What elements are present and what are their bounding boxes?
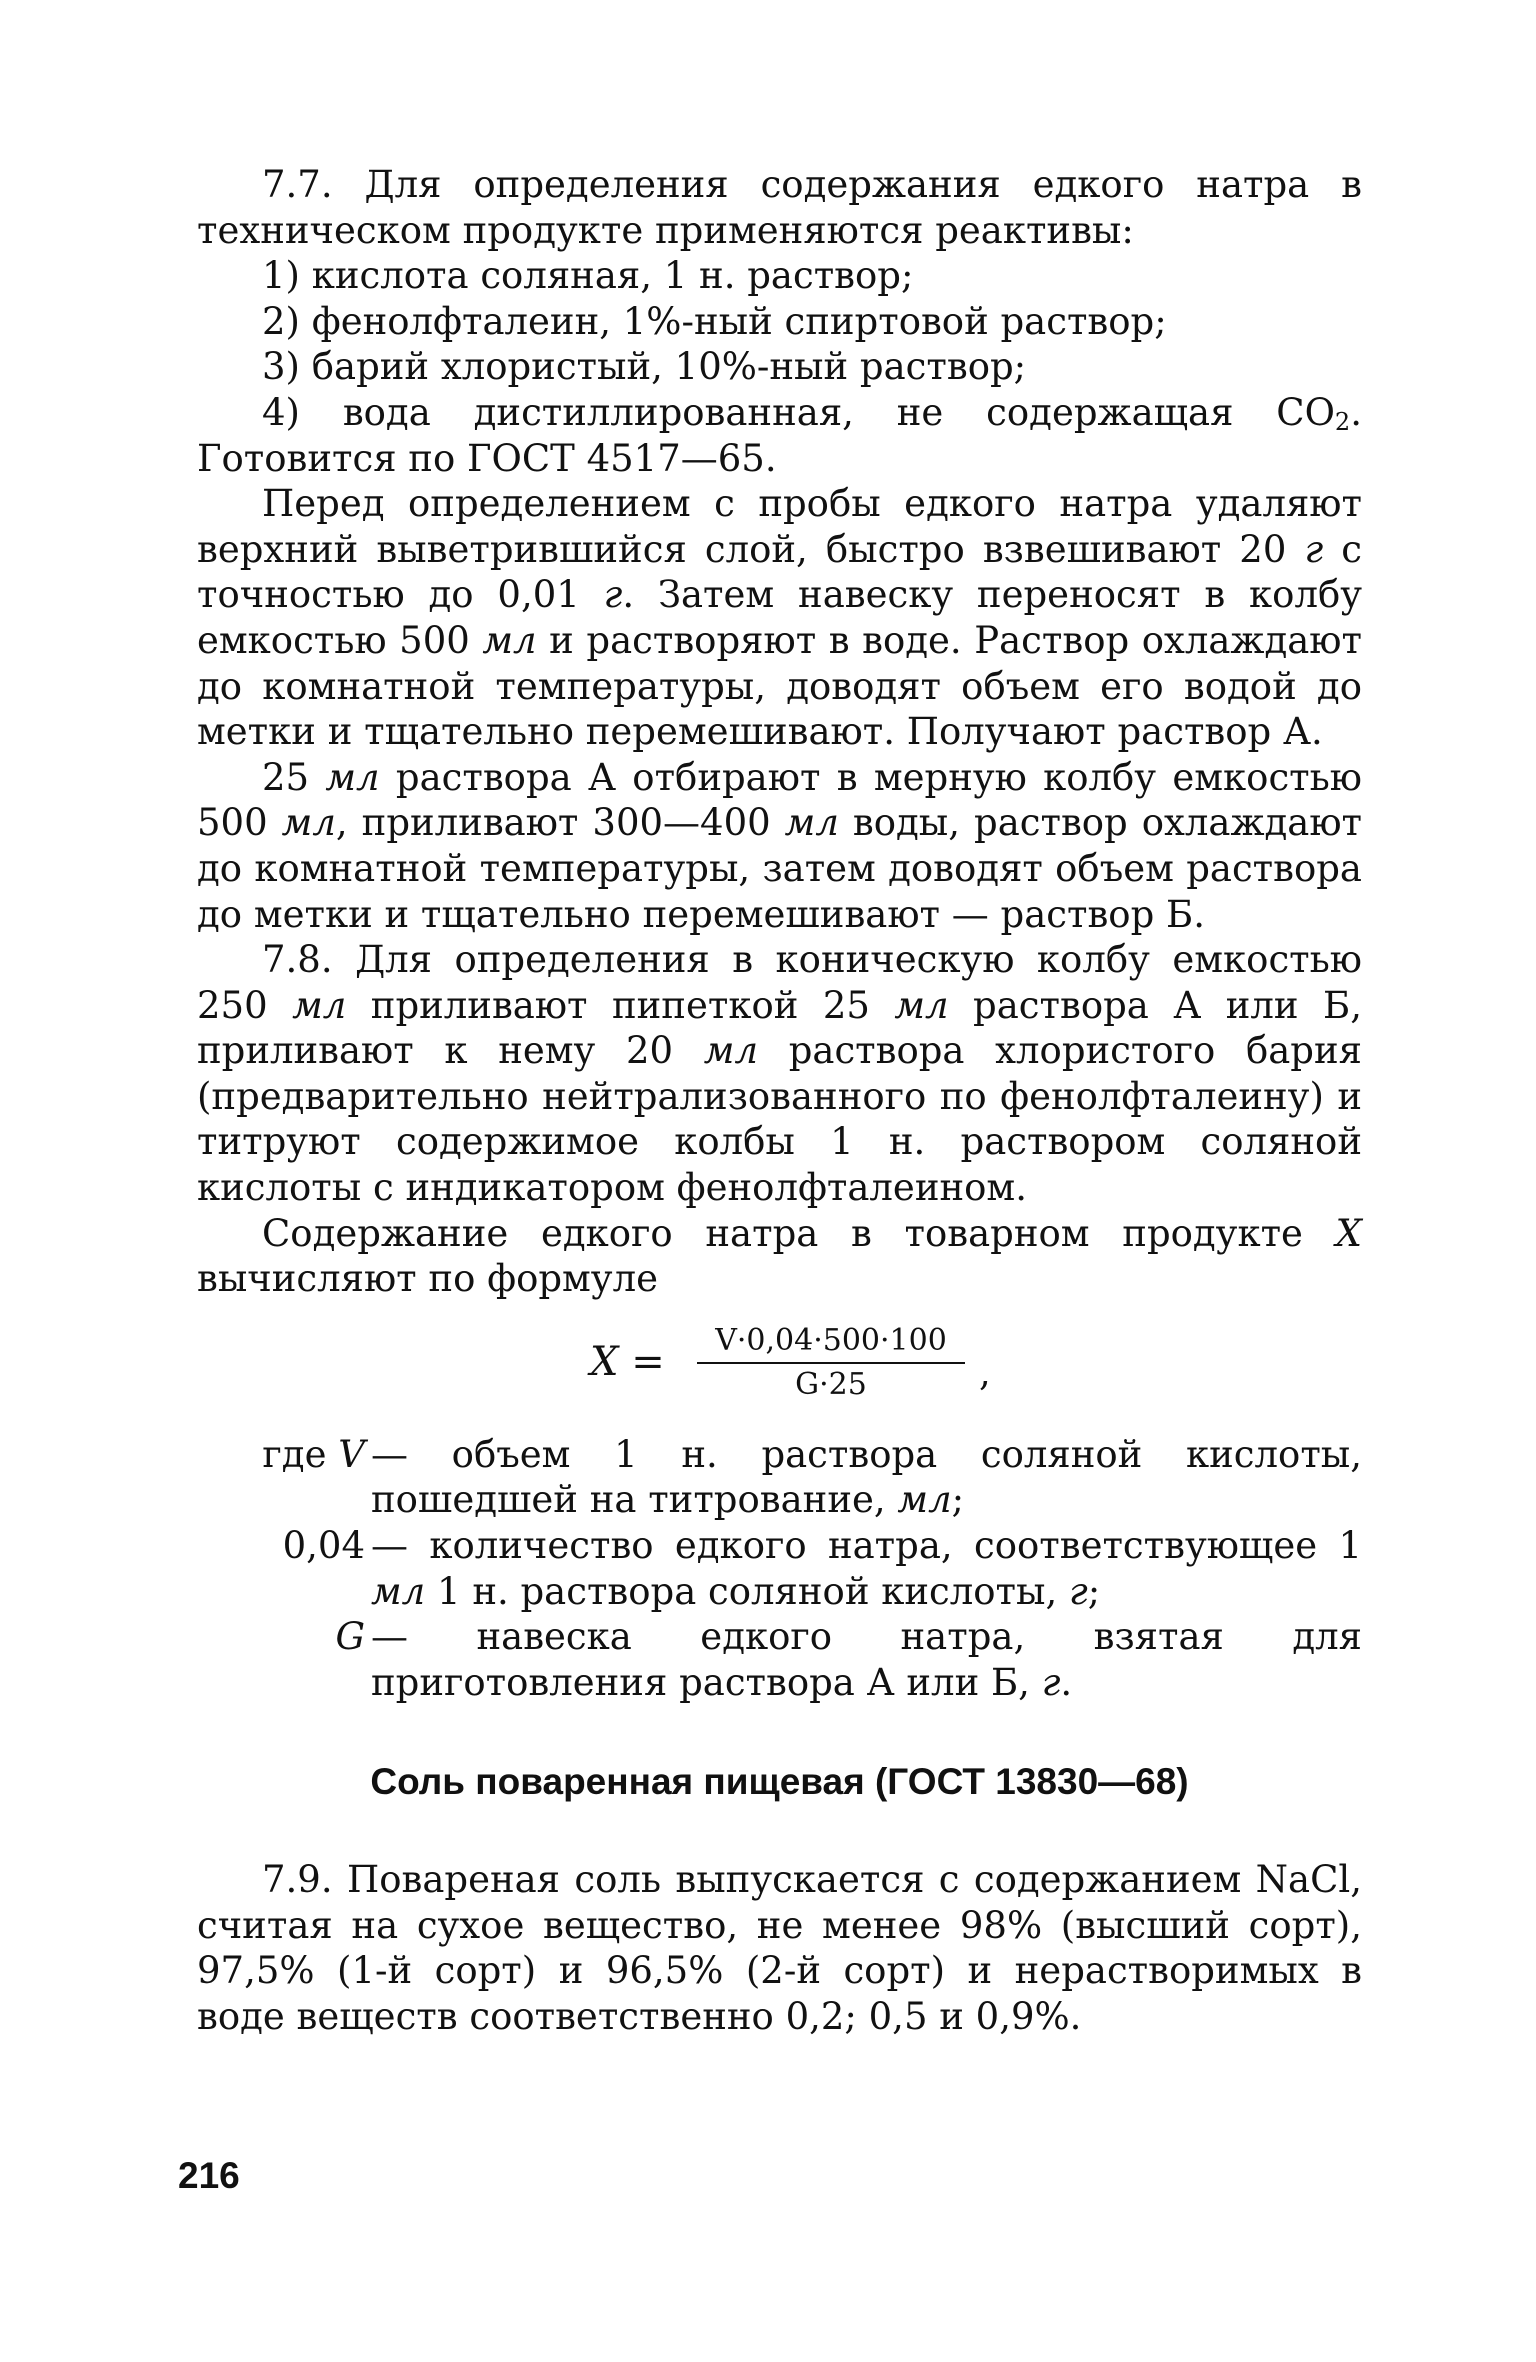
page-text bbox=[197, 162, 1362, 2039]
reagent-item-4: 4) вода дистиллированная, не содержащая $CO_2$. Готовится по ГОСТ 4517—65. bbox=[197, 390, 1362, 480]
definition-desc: — объем 1 н. раствора соляной кислоты, пошедшей на титрование, мл; bbox=[371, 1432, 1362, 1522]
formula-numerator: V·0,04·500·100 bbox=[715, 1322, 947, 1358]
formula-fraction bbox=[697, 1322, 965, 1404]
section-7-9-paragraph: 7.9. Повареная соль выпускается с содержанием NaCl, считая на сухое вещество, не менее 98% (высший сорт), 97,5% (1-й сорт) и 96,5% (2-й сорт) и нерастворимых в воде веществ соответственно 0,2; 0,5 и 0,9%. bbox=[197, 1858, 1362, 2038]
reagent-item-1: 1) кислота соляная, 1 н. раствор; bbox=[262, 254, 914, 298]
formula-denominator: G·25 bbox=[795, 1366, 867, 1402]
formula-intro: Содержание едкого натра в товарном продукте X вычисляют по формуле bbox=[197, 1211, 1362, 1301]
naoh-formula bbox=[197, 1318, 1362, 1422]
definition-term: G bbox=[335, 1615, 365, 1659]
reagent-item-3: 3) барий хлористый, 10%-ный раствор; bbox=[262, 345, 1027, 389]
definition-desc: — количество едкого натра, соответствующее 1 мл 1 н. раствора соляной кислоты, г; bbox=[371, 1524, 1362, 1613]
formula-definitions bbox=[197, 1432, 1362, 1706]
formula-comma: , bbox=[979, 1350, 991, 1394]
definition-term: где V bbox=[262, 1432, 365, 1476]
definition-g bbox=[197, 1614, 1362, 1705]
solution-b-paragraph: 25 мл раствора А отбирают в мерную колбу емкостью 500 мл, приливают 300—400 мл воды, раствор охлаждают до комнатной температуры, затем доводят объем раствора до метки и тщательно перемешивают — раствор Б. bbox=[197, 755, 1363, 936]
section-heading: Соль поваренная пищевая (ГОСТ 13830—68) bbox=[370, 1761, 1189, 1803]
reagent-item-2: 2) фенолфталеин, 1%-ный спиртовой раствор; bbox=[262, 299, 1167, 343]
page-number: 216 bbox=[178, 2155, 240, 2196]
formula-lhs: X = bbox=[590, 1338, 665, 1385]
definition-coefficient bbox=[197, 1523, 1362, 1614]
definition-desc: — навеска едкого натра, взятая для приготовления раствора А или Б, г. bbox=[371, 1615, 1362, 1704]
section-7-7-intro: 7.7. Для определения содержания едкого натра в техническом продукте применяются реактивы: bbox=[197, 163, 1362, 252]
definition-v bbox=[197, 1432, 1362, 1523]
sample-preparation-paragraph: Перед определением с пробы едкого натра удаляют верхний выветрившийся слой, быстро взвешивают 20 г с точностью до 0,01 г. Затем навеску переносят в колбу емкостью 500 мл и растворяют в воде. Раствор охлаждают до комнатной температуры, доводят объем его водой до метки и тщательно перемешивают. Получают раствор А. bbox=[197, 482, 1362, 754]
fraction-bar bbox=[697, 1362, 965, 1364]
definition-term: 0,04 bbox=[282, 1524, 365, 1568]
section-7-8-paragraph: 7.8. Для определения в коническую колбу емкостью 250 мл приливают пипеткой 25 мл раствора А или Б, приливают к нему 20 мл раствора хлористого бария (предварительно нейтрализованного по фенолфталеину) и титруют содержимое колбы 1 н. раствором соляной кислоты с индикатором фенолфталеином. bbox=[197, 938, 1362, 1210]
